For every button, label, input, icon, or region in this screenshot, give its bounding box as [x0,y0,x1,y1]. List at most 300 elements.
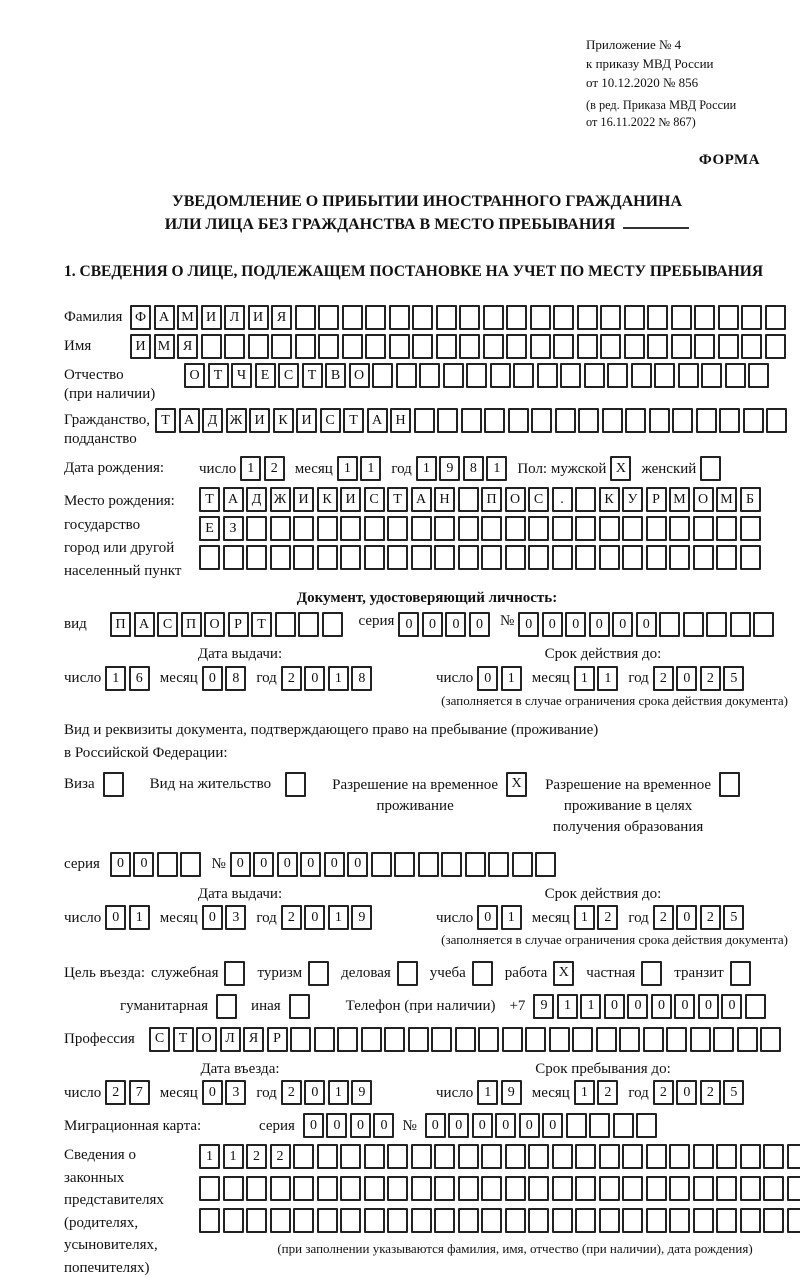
identity-kind-boxes[interactable] [110,612,343,637]
char-box[interactable]: 1 [477,1080,498,1105]
char-box[interactable] [199,545,220,570]
birth-month-boxes[interactable] [337,456,382,481]
identity-issue-month-boxes[interactable] [202,666,247,691]
char-box[interactable]: 1 [223,1144,244,1169]
char-box[interactable] [508,408,529,433]
char-box[interactable]: 9 [351,905,372,930]
char-box[interactable] [371,852,392,877]
char-box[interactable] [528,516,549,541]
char-box[interactable]: 0 [110,852,131,877]
char-box[interactable] [716,545,737,570]
char-box[interactable] [678,363,699,388]
char-box[interactable]: Б [740,487,761,512]
char-box[interactable] [408,1027,429,1052]
char-box[interactable]: 0 [303,1113,324,1138]
char-box[interactable] [740,1208,761,1233]
char-box[interactable]: 1 [501,666,522,691]
char-box[interactable] [411,1144,432,1169]
char-box[interactable]: 0 [304,666,325,691]
char-box[interactable]: Ч [231,363,252,388]
char-box[interactable]: 8 [225,666,246,691]
char-box[interactable] [411,1208,432,1233]
char-box[interactable] [787,1176,800,1201]
char-box[interactable] [441,852,462,877]
char-box[interactable] [472,961,493,986]
char-box[interactable] [436,334,457,359]
char-box[interactable] [389,334,410,359]
char-box[interactable]: 0 [324,852,345,877]
char-box[interactable] [622,1176,643,1201]
char-box[interactable] [636,1113,657,1138]
char-box[interactable]: А [134,612,155,637]
char-box[interactable] [566,1113,587,1138]
char-box[interactable] [528,1176,549,1201]
char-box[interactable]: 1 [574,1080,595,1105]
char-box[interactable]: 2 [281,1080,302,1105]
char-box[interactable] [458,1208,479,1233]
char-box[interactable]: 0 [518,612,539,637]
birth-place-country-boxes[interactable] [199,487,761,512]
char-box[interactable] [512,852,533,877]
edu-residence-permit-option[interactable] [545,772,740,838]
char-box[interactable]: Д [246,487,267,512]
char-box[interactable] [602,408,623,433]
char-box[interactable]: С [278,363,299,388]
char-box[interactable] [577,334,598,359]
char-box[interactable] [765,334,786,359]
char-box[interactable] [525,1027,546,1052]
char-box[interactable] [643,1027,664,1052]
char-box[interactable] [646,1144,667,1169]
char-box[interactable]: 1 [597,666,618,691]
char-box[interactable]: 0 [589,612,610,637]
char-box[interactable] [337,1027,358,1052]
char-box[interactable] [365,305,386,330]
char-box[interactable]: М [154,334,175,359]
char-box[interactable] [103,772,124,797]
char-box[interactable] [787,1208,800,1233]
char-box[interactable] [270,1176,291,1201]
char-box[interactable] [599,1144,620,1169]
char-box[interactable]: 1 [129,905,150,930]
char-box[interactable] [748,363,769,388]
char-box[interactable] [575,487,596,512]
char-box[interactable] [364,1176,385,1201]
char-box[interactable] [671,305,692,330]
char-box[interactable] [624,305,645,330]
char-box[interactable]: 0 [133,852,154,877]
char-box[interactable]: Т [302,363,323,388]
char-box[interactable] [481,516,502,541]
birth-place-extra-boxes[interactable] [199,545,761,570]
char-box[interactable] [763,1208,784,1233]
char-box[interactable] [318,305,339,330]
char-box[interactable]: А [179,408,200,433]
stay-year-boxes[interactable] [653,1080,745,1105]
char-box[interactable] [505,516,526,541]
char-box[interactable]: 1 [580,994,601,1019]
char-box[interactable] [481,1208,502,1233]
char-box[interactable]: 2 [281,666,302,691]
char-box[interactable]: И [340,487,361,512]
char-box[interactable]: М [716,487,737,512]
char-box[interactable]: Т [387,487,408,512]
char-box[interactable]: 0 [627,994,648,1019]
char-box[interactable]: Я [243,1027,264,1052]
char-box[interactable] [340,545,361,570]
char-box[interactable]: 2 [281,905,302,930]
char-box[interactable]: 2 [653,1080,674,1105]
char-box[interactable] [730,612,751,637]
char-box[interactable]: 0 [445,612,466,637]
char-box[interactable] [434,1176,455,1201]
char-box[interactable] [719,772,740,797]
char-box[interactable]: Я [177,334,198,359]
char-box[interactable] [624,334,645,359]
char-box[interactable] [342,334,363,359]
char-box[interactable] [716,1144,737,1169]
char-box[interactable] [419,363,440,388]
char-box[interactable] [553,305,574,330]
char-box[interactable]: Р [228,612,249,637]
edu-residence-permit-checkbox[interactable] [719,772,740,797]
char-box[interactable] [672,408,693,433]
char-box[interactable] [270,545,291,570]
char-box[interactable] [669,516,690,541]
char-box[interactable]: Р [267,1027,288,1052]
char-box[interactable]: 9 [501,1080,522,1105]
char-box[interactable] [455,1027,476,1052]
char-box[interactable] [396,363,417,388]
char-box[interactable] [730,961,751,986]
char-box[interactable] [706,612,727,637]
char-box[interactable] [641,961,662,986]
char-box[interactable]: Т [208,363,229,388]
char-box[interactable]: 0 [495,1113,516,1138]
char-box[interactable] [418,852,439,877]
char-box[interactable] [387,545,408,570]
firstname-boxes[interactable] [130,334,786,359]
char-box[interactable]: 5 [723,905,744,930]
char-box[interactable] [528,1144,549,1169]
char-box[interactable] [647,334,668,359]
char-box[interactable] [443,363,464,388]
char-box[interactable] [488,852,509,877]
char-box[interactable] [654,363,675,388]
char-box[interactable] [607,363,628,388]
char-box[interactable] [270,1208,291,1233]
char-box[interactable]: 0 [612,612,633,637]
char-box[interactable] [317,1176,338,1201]
purpose-tourism-checkbox[interactable] [308,961,329,986]
char-box[interactable] [740,545,761,570]
char-box[interactable]: 2 [700,666,721,691]
char-box[interactable]: Е [255,363,276,388]
char-box[interactable]: Л [224,305,245,330]
char-box[interactable] [575,1208,596,1233]
char-box[interactable]: 0 [202,666,223,691]
char-box[interactable] [275,612,296,637]
char-box[interactable] [693,545,714,570]
char-box[interactable] [465,852,486,877]
char-box[interactable] [372,363,393,388]
char-box[interactable]: 0 [565,612,586,637]
char-box[interactable]: 5 [723,666,744,691]
char-box[interactable]: У [622,487,643,512]
residence-number-boxes[interactable] [230,852,557,877]
char-box[interactable]: П [110,612,131,637]
char-box[interactable] [317,516,338,541]
char-box[interactable]: 0 [304,1080,325,1105]
char-box[interactable] [411,516,432,541]
char-box[interactable] [431,1027,452,1052]
char-box[interactable] [528,1208,549,1233]
char-box[interactable] [625,408,646,433]
char-box[interactable]: 1 [360,456,381,481]
char-box[interactable]: Д [202,408,223,433]
char-box[interactable] [248,334,269,359]
char-box[interactable] [765,305,786,330]
char-box[interactable] [458,545,479,570]
char-box[interactable]: 1 [574,666,595,691]
char-box[interactable] [575,1176,596,1201]
char-box[interactable] [298,612,319,637]
char-box[interactable] [622,1144,643,1169]
char-box[interactable] [716,1208,737,1233]
char-box[interactable] [669,1176,690,1201]
char-box[interactable]: 1 [486,456,507,481]
char-box[interactable] [596,1027,617,1052]
residence-permit-checkbox[interactable] [285,772,306,797]
char-box[interactable] [646,1208,667,1233]
stay-day-boxes[interactable] [477,1080,522,1105]
char-box[interactable] [411,545,432,570]
char-box[interactable] [549,1027,570,1052]
char-box[interactable] [505,1144,526,1169]
purpose-other-checkbox[interactable] [289,994,310,1019]
char-box[interactable]: 0 [448,1113,469,1138]
birth-place-city-boxes[interactable] [199,516,761,541]
migration-series-boxes[interactable] [303,1113,395,1138]
char-box[interactable]: 0 [253,852,274,877]
char-box[interactable]: 9 [439,456,460,481]
sex-male-checkbox[interactable] [610,456,631,481]
residence-issue-day-boxes[interactable] [105,905,150,930]
purpose-work-checkbox[interactable] [553,961,574,986]
char-box[interactable] [693,1144,714,1169]
char-box[interactable] [600,334,621,359]
char-box[interactable]: Л [220,1027,241,1052]
char-box[interactable]: 1 [328,905,349,930]
char-box[interactable]: Н [434,487,455,512]
char-box[interactable]: С [528,487,549,512]
char-box[interactable] [317,1144,338,1169]
char-box[interactable]: 0 [373,1113,394,1138]
char-box[interactable]: Т [199,487,220,512]
purpose-business-checkbox[interactable] [397,961,418,986]
char-box[interactable] [293,545,314,570]
char-box[interactable] [553,334,574,359]
char-box[interactable]: О [196,1027,217,1052]
char-box[interactable]: С [149,1027,170,1052]
char-box[interactable] [552,1144,573,1169]
char-box[interactable]: 0 [651,994,672,1019]
char-box[interactable] [506,334,527,359]
char-box[interactable]: М [177,305,198,330]
char-box[interactable] [649,408,670,433]
char-box[interactable] [599,545,620,570]
char-box[interactable]: 0 [698,994,719,1019]
char-box[interactable]: 8 [463,456,484,481]
char-box[interactable]: 2 [270,1144,291,1169]
char-box[interactable]: 9 [351,1080,372,1105]
char-box[interactable] [502,1027,523,1052]
char-box[interactable] [646,545,667,570]
char-box[interactable] [434,516,455,541]
char-box[interactable] [364,545,385,570]
char-box[interactable] [295,305,316,330]
char-box[interactable] [317,1208,338,1233]
char-box[interactable]: Т [173,1027,194,1052]
char-box[interactable]: М [669,487,690,512]
char-box[interactable] [458,1176,479,1201]
visa-checkbox[interactable] [103,772,124,797]
char-box[interactable]: 0 [519,1113,540,1138]
char-box[interactable]: X [610,456,631,481]
char-box[interactable] [293,516,314,541]
char-box[interactable]: 1 [337,456,358,481]
char-box[interactable]: 1 [240,456,261,481]
char-box[interactable] [216,994,237,1019]
char-box[interactable] [763,1176,784,1201]
char-box[interactable] [599,516,620,541]
char-box[interactable] [740,1144,761,1169]
char-box[interactable]: Т [343,408,364,433]
char-box[interactable] [741,334,762,359]
identity-issue-day-boxes[interactable] [105,666,150,691]
char-box[interactable] [666,1027,687,1052]
char-box[interactable] [694,305,715,330]
char-box[interactable] [669,1144,690,1169]
char-box[interactable] [412,334,433,359]
char-box[interactable] [295,334,316,359]
char-box[interactable] [599,1208,620,1233]
char-box[interactable]: 1 [105,666,126,691]
char-box[interactable] [483,334,504,359]
char-box[interactable] [397,961,418,986]
char-box[interactable]: 2 [597,1080,618,1105]
char-box[interactable]: А [223,487,244,512]
char-box[interactable] [308,961,329,986]
surname-boxes[interactable] [130,305,786,330]
char-box[interactable]: З [223,516,244,541]
identity-issue-year-boxes[interactable] [281,666,373,691]
char-box[interactable] [513,363,534,388]
char-box[interactable]: 5 [723,1080,744,1105]
char-box[interactable]: 0 [676,905,697,930]
char-box[interactable] [669,1208,690,1233]
purpose-study-checkbox[interactable] [472,961,493,986]
char-box[interactable] [599,1176,620,1201]
char-box[interactable] [364,1144,385,1169]
char-box[interactable]: 1 [501,905,522,930]
char-box[interactable] [490,363,511,388]
patronymic-boxes[interactable] [184,363,769,388]
char-box[interactable] [575,1144,596,1169]
purpose-humanitarian-checkbox[interactable] [216,994,237,1019]
char-box[interactable]: 0 [300,852,321,877]
char-box[interactable] [584,363,605,388]
char-box[interactable] [364,516,385,541]
char-box[interactable]: 0 [721,994,742,1019]
char-box[interactable]: 0 [422,612,443,637]
char-box[interactable] [317,545,338,570]
sex-female-checkbox[interactable] [700,456,721,481]
char-box[interactable] [459,334,480,359]
char-box[interactable] [437,408,458,433]
char-box[interactable] [505,545,526,570]
char-box[interactable] [719,408,740,433]
char-box[interactable] [293,1144,314,1169]
citizenship-boxes[interactable] [155,408,787,433]
char-box[interactable]: И [296,408,317,433]
char-box[interactable]: 0 [477,905,498,930]
char-box[interactable]: П [181,612,202,637]
char-box[interactable] [700,456,721,481]
char-box[interactable]: И [249,408,270,433]
char-box[interactable]: . [552,487,573,512]
char-box[interactable]: 2 [264,456,285,481]
purpose-transit-checkbox[interactable] [730,961,751,986]
char-box[interactable]: Ж [270,487,291,512]
profession-boxes[interactable] [149,1027,781,1052]
char-box[interactable] [647,305,668,330]
char-box[interactable]: 0 [604,994,625,1019]
char-box[interactable]: 0 [542,612,563,637]
char-box[interactable] [289,994,310,1019]
char-box[interactable] [157,852,178,877]
char-box[interactable]: X [553,961,574,986]
char-box[interactable]: 0 [469,612,490,637]
char-box[interactable] [180,852,201,877]
char-box[interactable] [740,1176,761,1201]
char-box[interactable] [458,516,479,541]
char-box[interactable] [387,1144,408,1169]
char-box[interactable]: Т [155,408,176,433]
char-box[interactable] [716,516,737,541]
char-box[interactable] [481,1176,502,1201]
char-box[interactable] [387,1176,408,1201]
char-box[interactable] [530,305,551,330]
char-box[interactable]: В [325,363,346,388]
char-box[interactable] [459,305,480,330]
residence-valid-month-boxes[interactable] [574,905,619,930]
char-box[interactable]: И [201,305,222,330]
identity-number-boxes[interactable] [518,612,774,637]
char-box[interactable]: 2 [653,905,674,930]
char-box[interactable] [270,516,291,541]
char-box[interactable] [201,334,222,359]
char-box[interactable] [411,1176,432,1201]
char-box[interactable] [461,408,482,433]
char-box[interactable] [575,545,596,570]
char-box[interactable] [693,1176,714,1201]
char-box[interactable]: К [599,487,620,512]
char-box[interactable]: Ж [226,408,247,433]
char-box[interactable] [342,305,363,330]
char-box[interactable]: Р [646,487,667,512]
char-box[interactable]: 0 [202,1080,223,1105]
